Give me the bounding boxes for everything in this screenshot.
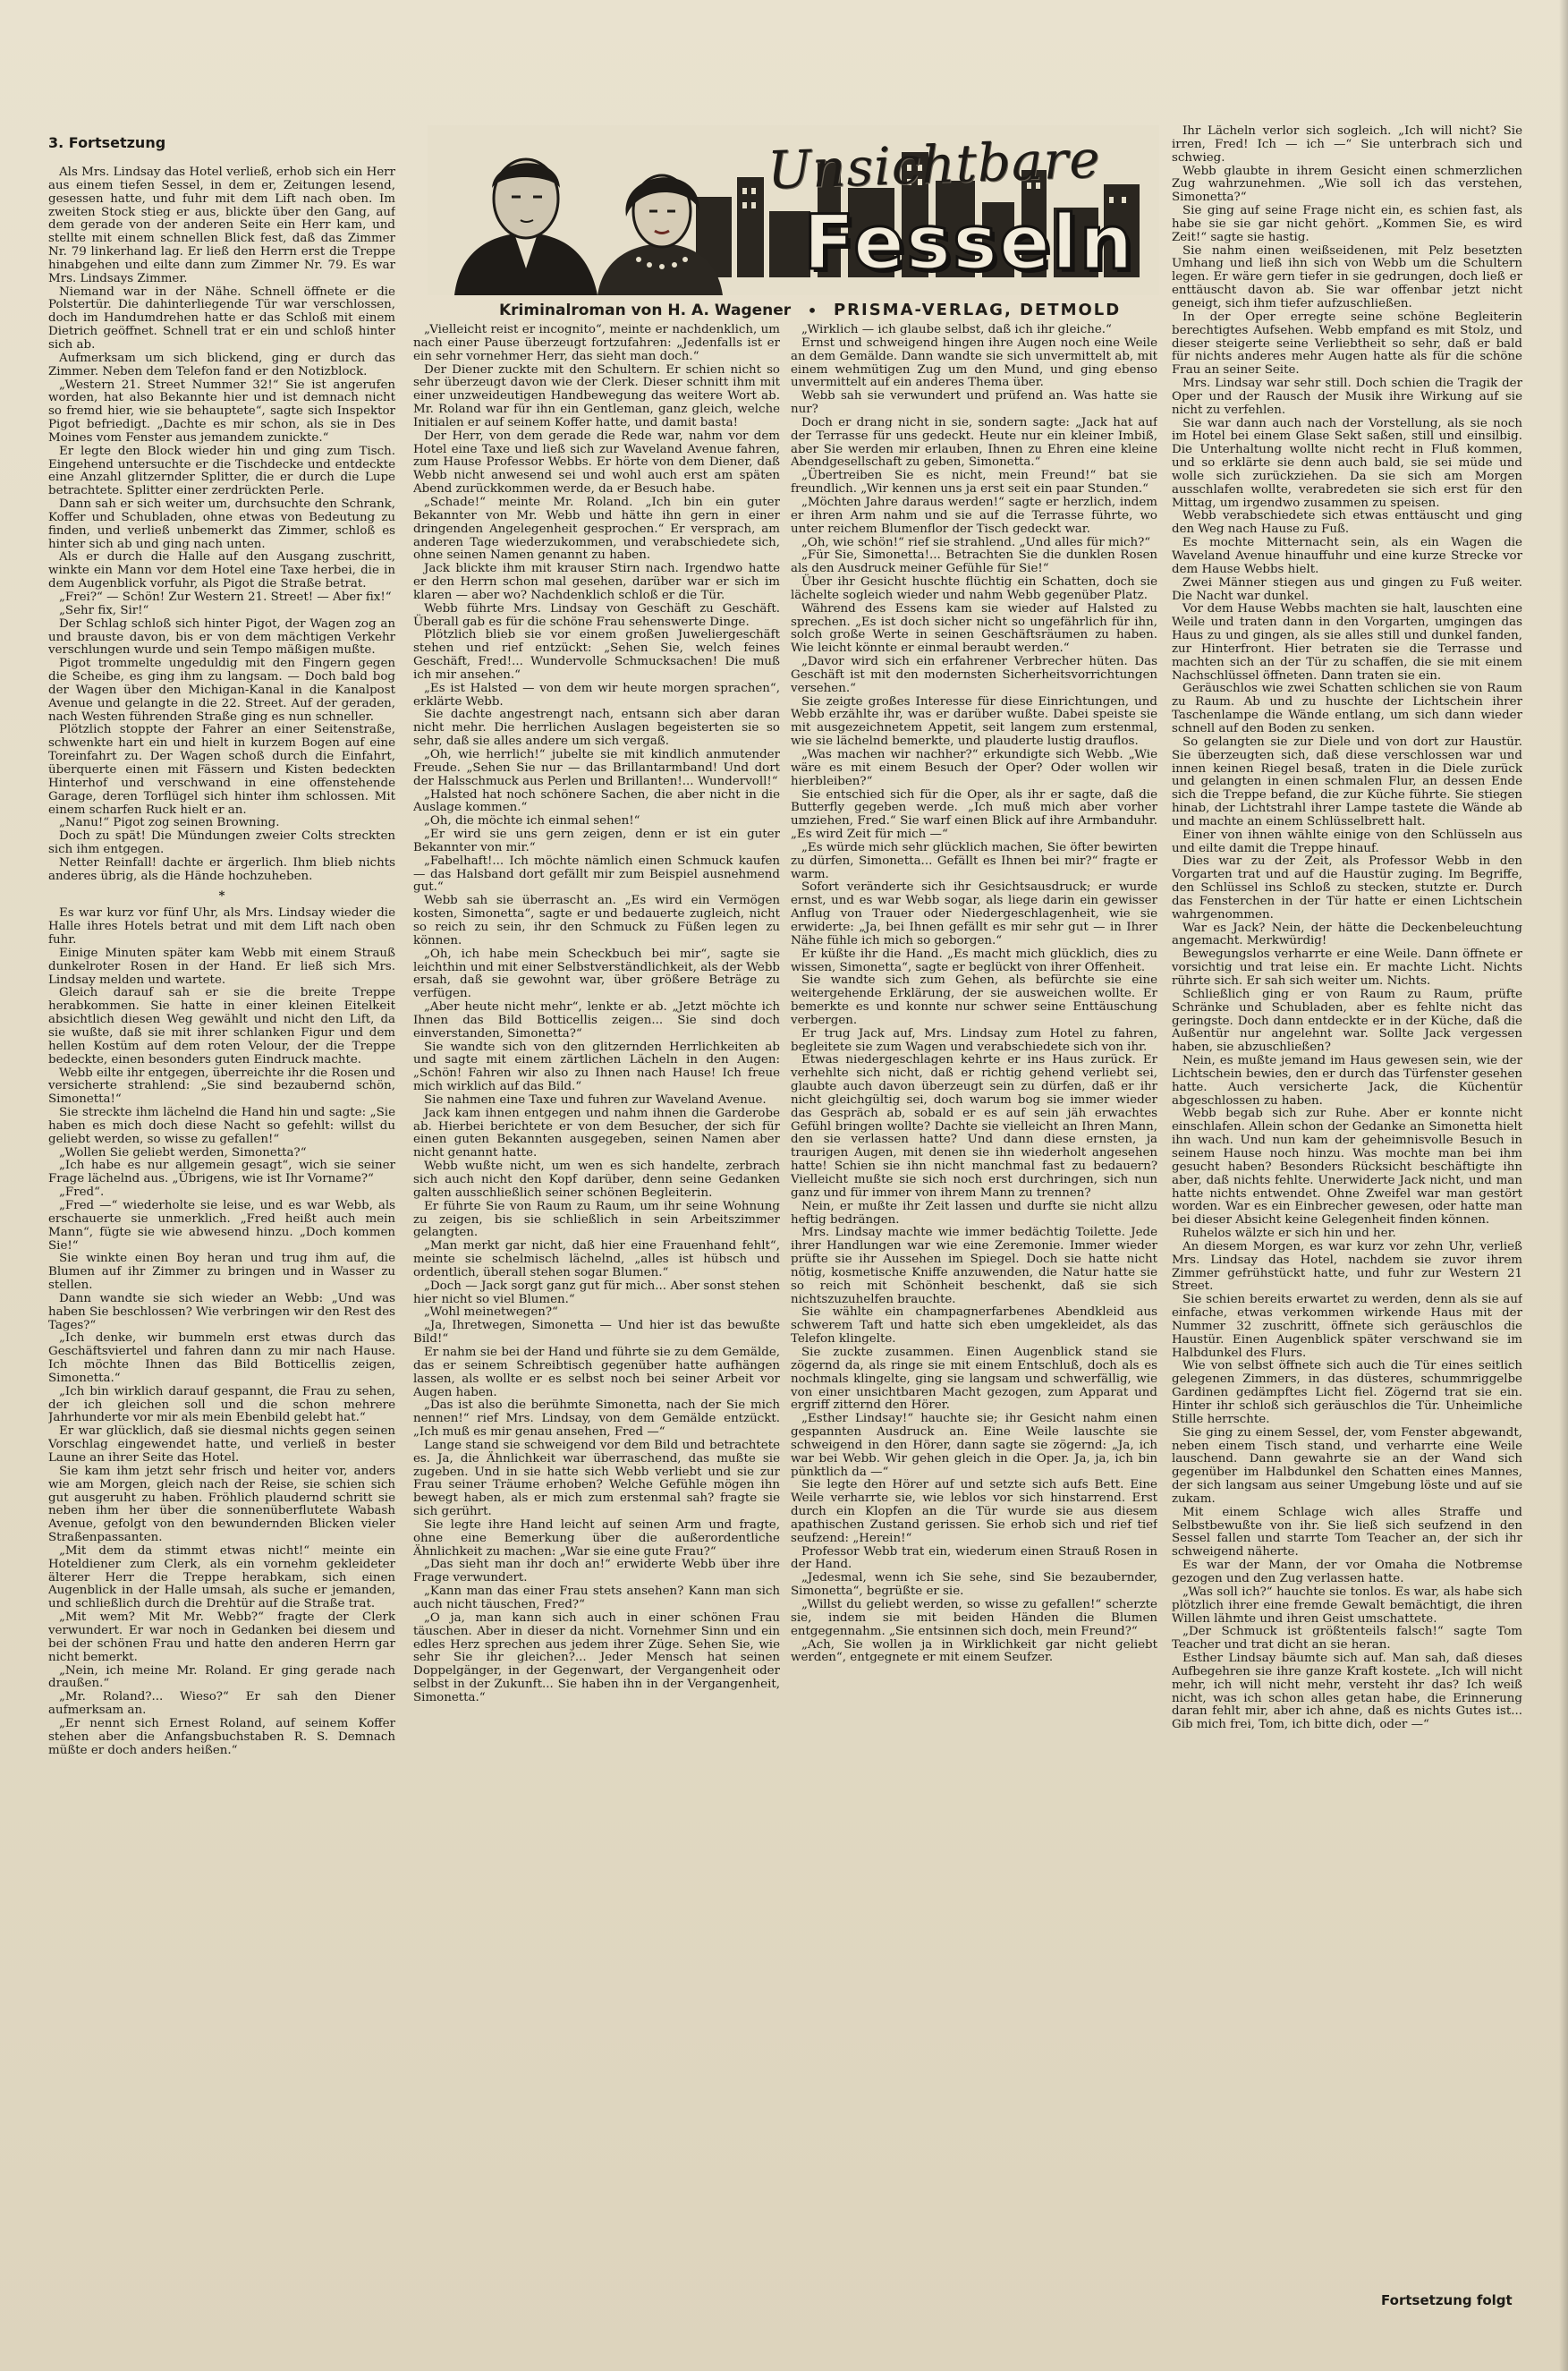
paragraph: „Oh, wie herrlich!“ jubelte sie mit kindlich anmutender Freude. „Sehen Sie nur — das Brillantarmband! Und dort der Halsschmuck aus Perlen und Brillanten!... Wundervoll!“ [413,748,780,788]
paragraph: Webb führte Mrs. Lindsay von Geschäft zu Geschäft. Überall gab es für die schöne Frau sehenswerte Dinge. [413,601,780,629]
paragraph: Sie dachte angestrengt nach, entsann sich aber daran nicht mehr. Die herrlichen Auslagen begeisterten sie so sehr, daß sie alles andere um sich vergaß. [413,708,780,749]
byline [499,301,1197,319]
paragraph: „Nanu!“ Pigot zog seinen Browning. [59,816,280,830]
paragraph: „Fred —“ wiederholte sie leise, und es war Webb, als erschauerte sie unmerklich. „Fred heißt auch mein Mann“, fügte sie wie abwesend hinzu. „Doch kommen Sie!“ [48,1198,395,1253]
paragraph: „Mr. Roland?... Wieso?“ Er sah den Diener aufmerksam an. [48,1690,395,1718]
paragraph: Jack blickte ihm mit krauser Stirn nach. Irgendwo hatte er den Herrn schon mal gesehen, darüber war er sich im klaren — aber wo? Nachdenklich schloß er die Tür. [413,562,780,602]
paragraph: Ihr Lächeln verlor sich sogleich. „Ich will nicht? Sie irren, Fred! Ich — ich —“ Sie unterbrach sich und schwieg. [1172,125,1522,165]
paragraph: „Wirklich — ich glaube selbst, daß ich ihr gleiche.“ [801,324,1112,336]
paragraph: Plötzlich stoppte der Fahrer an einer Seitenstraße, schwenkte hart ein und hielt in kurzem Bogen auf eine Toreinfahrt zu. Der Wagen schoß durch die Einfahrt, überquerte einen mit Fässern und Kisten bedeckten Hinterhof und verschwand in eine offenstehende Garage, deren Torflügel sich hinter ihm schlossen. Mit einem scharfen Ruck hielt er an. [48,723,395,817]
paragraph: „Oh, wie schön!“ rief sie strahlend. „Und alles für mich?“ [801,535,1151,549]
paragraph: Sie legte ihre Hand leicht auf seinen Arm und fragte, ohne eine Bemerkung über die außerordentliche Ähnlichkeit zu machen: „War sie eine gute Frau?“ [413,1517,780,1559]
paragraph: Sie nahmen eine Taxe und fuhren zur Waveland Avenue. [424,1092,767,1107]
paragraph: „Der Schmuck ist größtenteils falsch!“ sagte Tom Teacher und trat dicht an sie heran. [1172,1625,1522,1653]
paragraph: „Wollen Sie geliebt werden, Simonetta?“ [59,1145,307,1160]
paragraph: Esther Lindsay bäumte sich auf. Man sah, daß dieses Aufbegehren sie ihre ganze Kraft kostete. „Ich will nicht mehr, ich will nicht mehr, versteht ihr das? Ich weiß nicht, was ich schon alles getan habe, die Erinnerung daran fehlt mir, aber ich ahne, daß es nichts Gutes ist... Gib mich frei, Tom, ich bitte dich, oder —“ [1172,1652,1522,1732]
bullet-separator: • [807,299,818,321]
paragraph: Zwei Männer stiegen aus und gingen zu Fuß weiter. Die Nacht war dunkel. [1172,575,1522,603]
paragraph: Einer von ihnen wählte einige von den Schlüsseln aus und eilte damit die Treppe hinauf. [1172,828,1522,855]
paragraph: Vor dem Hause Webbs machten sie halt, lauschten eine Weile und traten dann in den Vorgarten, umgingen das Haus zu und gingen, als sie alles still und dunkel fanden, zur Hinterfront. Hier betraten sie die Terrasse und machten sich an der Tür zu schaffen, die sie mit einem Nachschlüssel öffneten. Dann traten sie ein. [1172,602,1522,683]
paragraph: „Ja, Ihretwegen, Simonetta — Und hier ist das bewußte Bild!“ [413,1319,780,1347]
paragraph: „Mit dem da stimmt etwas nicht!“ meinte ein Hoteldiener zum Clerk, als ein vornehm gekleideter älterer Herr die Treppe herabkam, sich einen Augenblick in der Halle umsah, als suche er jemanden, und schließlich durch die Drehtür auf die Straße trat. [48,1543,395,1611]
paragraph: „Jedesmal, wenn ich Sie sehe, sind Sie bezaubernder, Simonetta“, begrüßte er sie. [791,1571,1157,1599]
paragraph: Lange stand sie schweigend vor dem Bild und betrachtete es. Ja, die Ähnlichkeit war überraschend, das mußte sie zugeben. Und in sie hatte sich Webb verliebt und sie zur Frau seiner Träume erhoben? Welche Gefühle mögen ihn bewegt haben, als er mich zum erstenmal sah? fragte sie sich gerührt. [413,1438,780,1519]
paragraph: Sie wählte ein champagnerfarbenes Abendkleid aus schwerem Taft und hatte sich eben umgekleidet, als das Telefon klingelte. [791,1305,1157,1347]
paragraph: „O ja, man kann sich auch in einer schönen Frau täuschen. Aber in dieser da nicht. Vornehmer Sinn und ein edles Herz sprechen aus jedem ihrer Züge. Sehen Sie, wie sehr Sie ihr gleichen?... Jeder Mensch hat seinen Doppelgänger, in der Gegenwart, der Vergangenheit oder selbst in der Zukunft... Sie haben ihn in der Vergangenheit, Simonetta.“ [413,1610,780,1704]
paragraph: „Übertreiben Sie es nicht, mein Freund!“ bat sie freundlich. „Wir kennen uns ja erst seit ein paar Stunden.“ [791,469,1157,497]
paragraph: Es war kurz vor fünf Uhr, als Mrs. Lindsay wieder die Halle ihres Hotels betrat und mit dem Lift nach oben fuhr. [48,906,395,948]
paragraph: Etwas niedergeschlagen kehrte er ins Haus zurück. Er verhehlte sich nicht, daß er richtig gehend verliebt sei, glaubte auch davon überzeugt sein zu dürfen, daß er ihr nicht gleichgültig sei, doch warum bog sie immer wieder das Gespräch ab, sobald er es auf sein jäh erwachtes Gefühl bringen wollte? Dachte sie vielleicht an Ihren Mann, den sie verlassen hatte? Und dann diese ernsten, ja traurigen Augen, mit denen sie ihn wiederholt angesehen hatte! Schien sie ihn nicht manchmal fast zu bedauern? Vielleicht mußte sie sich noch erst durchringen, sich nun ganz und für immer von ihrem Mann zu trennen? [791,1053,1157,1200]
paragraph: Dies war zu der Zeit, als Professor Webb in den Vorgarten trat und auf die Haustür zuging. Im Begriffe, den Schlüssel ins Schloß zu stecken, stutzte er. Durch das Fensterchen in der Tür hatte er einen Lichtschein wahrgenommen. [1172,854,1522,922]
serial-title-line-2: Fesseln [803,199,1135,286]
paragraph: Webb begab sich zur Ruhe. Aber er konnte nicht einschlafen. Allein schon der Gedanke an Simonetta hielt ihn wach. Und nun kam der geheimnisvolle Besuch in seinem Hause noch hinzu. Was mochte man bei ihm gesucht haben? Besonders Rücksicht beschäftigte ihn aber, daß nichts fehlte. Unerwiderte Jack nicht, und man hatte nichts entwendet. Ohne Zweifel war man gestört worden. War es ein Einbrecher gewesen, oder hatte man bei dieser Absicht keine Gelegenheit finden können. [1172,1107,1522,1228]
paragraph: Aufmerksam um sich blickend, ging er durch das Zimmer. Neben dem Telefon fand er den Notizblock. [48,351,395,378]
text-column-1 [48,166,395,2305]
paragraph: „Ach, Sie wollen ja in Wirklichkeit gar nicht geliebt werden“, entgegnete er mit einem Seufzer. [791,1637,1157,1665]
paragraph: Webb verabschiedete sich etwas enttäuscht und ging den Weg nach Hause zu Fuß. [1172,509,1522,537]
text-column-3 [791,324,1157,2312]
paragraph: Mrs. Lindsay machte wie immer bedächtig Toilette. Jede ihrer Handlungen war wie eine Zeremonie. Immer wieder prüfte sie ihr Aussehen im Spiegel. Doch sie hatte nicht nötig, kosmetische Kniffe anzuwenden, die Natur hatte sie so reich mit Schönheit beschenkt, daß sie sich nichtszuzuhelfen brauchte. [791,1226,1157,1306]
paragraph: Geräuschlos wie zwei Schatten schlichen sie von Raum zu Raum. Ab und zu huschte der Lichtschein ihrer Taschenlampe die Wände entlang, um sich dann wieder schnell auf den Boden zu senken. [1172,682,1522,735]
paragraph: Plötzlich blieb sie vor einem großen Juweliergeschäft stehen und rief entzückt: „Sehen Sie, welch feines Geschäft, Fred!... Wundervolle Schmucksachen! Die muß ich mir ansehen.“ [413,628,780,682]
paragraph: „Er nennt sich Ernest Roland, auf seinem Koffer stehen aber die Anfangsbuchstaben R. S. Demnach müßte er doch anders heißen.“ [48,1716,395,1757]
paragraph: Jack kam ihnen entgegen und nahm ihnen die Garderobe ab. Hierbei berichtete er von dem Besucher, der sich für einen guten Bekannten ausgegeben, seinen Namen aber nicht genannt hatte. [413,1106,780,1160]
paragraph: „Es würde mich sehr glücklich machen, Sie öfter bewirten zu dürfen, Simonetta... Gefällt es Ihnen bei mir?“ fragte er warm. [791,840,1157,881]
paragraph: Webb wußte nicht, um wen es sich handelte, zerbrach sich auch nicht den Kopf darüber, denn seine Gedanken galten ausschließlich seiner schönen Begleiterin. [413,1160,780,1200]
paragraph: Gleich darauf sah er sie die breite Treppe herabkommen. Sie hatte in einer kleinen Eitelkeit absichtlich diesen Weg gewählt und nicht den Lift, da sie wußte, daß sie mit ihrer schlanken Figur und dem hellen Kostüm auf dem roten Velour, der die Treppe bedeckte, einen besonders guten Eindruck machte. [48,986,395,1067]
paragraph: „Aber heute nicht mehr“, lenkte er ab. „Jetzt möchte ich Ihnen das Bild Botticellis zeigen... Sie sind doch einverstanden, Simonetta?“ [413,1000,780,1041]
paragraph: Sie entschied sich für die Oper, als ihr er sagte, daß die Butterfly gegeben werde. „Ich muß mich aber vorher umziehen, Fred.“ Sie warf einen Blick auf ihre Armbanduhr. „Es wird Zeit für mich —“ [791,787,1157,842]
byline-author: Kriminalroman von H. A. Wagener [499,301,792,319]
paragraph: Er führte Sie von Raum zu Raum, um ihr seine Wohnung zu zeigen, bis sie schließlich in sein Arbeitszimmer gelangten. [413,1199,780,1240]
continued-notice: Fortsetzung folgt [1381,2292,1513,2308]
paragraph: „Wohl meinetwegen?“ [424,1305,558,1320]
paragraph: Sie streckte ihm lächelnd die Hand hin und sagte: „Sie haben es mich doch diese Nacht so gefehlt: willst du geliebt werden, so wisse zu gefallen!“ [48,1106,395,1146]
paragraph: Ernst und schweigend hingen ihre Augen noch eine Weile an dem Gemälde. Dann wandte sie sich unvermittelt ab, mit einem wehmütigen Zug um den Mund, und ging ebenso unvermittelt auf ein anderes Thema über. [791,336,1157,390]
paragraph: „Was machen wir nachher?“ erkundigte sich Webb. „Wie wäre es mit einem Besuch der Oper? Oder wollen wir hierbleiben?“ [791,748,1157,788]
paragraph: „Kann man das einer Frau stets ansehen? Kann man sich auch nicht täuschen, Fred?“ [413,1585,780,1611]
paragraph: „Ich denke, wir bummeln erst etwas durch das Geschäftsviertel und fahren dann zu mir nach Hause. Ich möchte Ihnen das Bild Botticellis zeigen, Simonetta.“ [48,1331,395,1385]
paragraph: „Willst du geliebt werden, so wisse zu gefallen!“ scherzte sie, indem sie mit beiden Händen die Blumen entgegennahm. „Sie entsinnen sich doch, mein Freund?“ [791,1598,1157,1638]
paragraph: „Vielleicht reist er incognito“, meinte er nachdenklich, um nach einer Pause überzeugt fortzufahren: „Jedenfalls ist er ein sehr vornehmer Herr, das sieht man doch.“ [413,324,780,363]
paragraph: „Fabelhaft!... Ich möchte nämlich einen Schmuck kaufen — das Halsband dort gefällt mir zum Beispiel ausnehmend gut.“ [413,854,780,895]
paragraph: „Fred“. [59,1186,105,1200]
paragraph: Einige Minuten später kam Webb mit einem Strauß dunkelroter Rosen in der Hand. Er ließ sich Mrs. Lindsay melden und wartete. [48,946,395,987]
paragraph: „Für Sie, Simonetta!... Betrachten Sie die dunklen Rosen als den Ausdruck meiner Gefühle für Sie!“ [791,548,1157,576]
paragraph: Webb sah sie verwundert und prüfend an. Was hatte sie nur? [791,389,1157,417]
paragraph: „Das sieht man ihr doch an!“ erwiderte Webb über ihre Frage verwundert. [413,1558,780,1585]
paragraph: „Er wird sie uns gern zeigen, denn er ist ein guter Bekannter von mir.“ [413,828,780,854]
paragraph: „Frei?“ — Schön! Zur Western 21. Street! — Aber fix!“ [59,591,392,604]
paragraph: „Ich habe es nur allgemein gesagt“, wich sie seiner Frage lächelnd aus. „Übrigens, wie ist Ihr Vorname?“ [48,1159,395,1186]
paragraph: Dann sah er sich weiter um, durchsuchte den Schrank, Koffer und Schubladen, ohne etwas von Bedeutung zu finden, und verließ unbemerkt das Zimmer, schloß es hinter sich ab und ging nach unten. [48,497,395,551]
paragraph: Wie von selbst öffnete sich auch die Tür eines seitlich gelegenen Zimmers, in das düsteres, schummriggelbe Gardinen gedämpftes Licht fiel. Zögernd trat sie ein. Hinter ihr schloß sich geräuschlos die Tür. Unheimliche Stille herrschte. [1172,1359,1522,1426]
paragraph: „Es ist Halsted — von dem wir heute morgen sprachen“, erklärte Webb. [413,681,780,709]
paragraph: Er nahm sie bei der Hand und führte sie zu dem Gemälde, das er seinem Schreibtisch gegenüber hatte aufhängen lassen, als wollte er es selbst noch bei seiner Arbeit vor Augen haben. [413,1345,780,1399]
paragraph: „Davor wird sich ein erfahrener Verbrecher hüten. Das Geschäft ist mit den modernsten Sicherheitsvorrichtungen versehen.“ [791,655,1157,695]
paragraph: Sie ging zu einem Sessel, der, vom Fenster abgewandt, neben einem Tisch stand, und verharrte eine Weile lauschend. Dann gewahrte sie an der Wand sich gegenüber im Halbdunkel den Schatten eines Mannes, der sich langsam aus seiner Umgebung löste und auf sie zukam. [1172,1425,1522,1506]
paragraph: Nein, es mußte jemand im Haus gewesen sein, wie der Lichtschein bewies, den er durch das Türfenster gesehen hatte. Auch versicherte Jack, die Küchentür abgeschlossen zu haben. [1172,1054,1522,1108]
paragraph: „Oh, die möchte ich einmal sehen!“ [424,814,640,829]
paragraph: Sie nahm einen weißseidenen, mit Pelz besetzten Umhang und ließ ihn sich von Webb um die Schultern legen. Er wäre gern tiefer in sie gedrungen, doch ließ er enttäuscht davon ab. Sie war offenbar jetzt nicht geneigt, sich ihm tiefer aufzuschließen. [1172,243,1522,310]
paragraph: „Möchten Jahre daraus werden!“ sagte er herzlich, indem er ihren Arm nahm und sie auf die Terrasse führte, wo unter reichem Blumenflor der Tisch gedeckt war. [791,495,1157,536]
paragraph: Er küßte ihr die Hand. „Es macht mich glücklich, dies zu wissen, Simonetta“, sagte er beglückt von ihrer Offenheit. [791,947,1157,974]
byline-publisher: PRISMA-VERLAG, DETMOLD [833,301,1122,319]
paragraph: Webb eilte ihr entgegen, überreichte ihr die Rosen und versicherte strahlend: „Sie sind bezaubernd schön, Simonetta!“ [48,1066,395,1107]
paragraph: Webb glaubte in ihrem Gesicht einen schmerzlichen Zug wahrzunehmen. „Wie soll ich das verstehen, Simonetta?“ [1172,164,1522,205]
paragraph: „Doch — Jack sorgt ganz gut für mich... Aber sonst stehen hier nicht so viel Blumen.“ [413,1279,780,1306]
paragraph: Er trug Jack auf, Mrs. Lindsay zum Hotel zu fahren, begleitete sie zum Wagen und verabschiedete sich von ihr. [791,1026,1157,1054]
paragraph: Schließlich ging er von Raum zu Raum, prüfte Schränke und Schubladen, aber es fehlte nicht das geringste. Doch dann entdeckte er in der Küche, daß die Außentür nur angelehnt war. Sollte Jack vergessen haben, sie abzuschließen? [1172,987,1522,1055]
paragraph: „Western 21. Street Nummer 32!“ Sie ist angerufen worden, hat also Bekannte hier und ist demnach nicht so fremd hier, wie sie behauptete“, sagte sich Inspektor Pigot befriedigt. „Dachte es mir schon, als sie in Des Moines vom Fenster aus jemandem zunickte.“ [48,378,395,445]
paragraph: Mit einem Schlage wich alles Straffe und Selbstbewußte von ihr. Sie ließ sich seufzend in den Sessel fallen und starrte Tom Teacher an, der sich ihr schweigend näherte. [1172,1505,1522,1559]
paragraph: „Nein, ich meine Mr. Roland. Er ging gerade nach draußen.“ [48,1663,395,1691]
paragraph: Sie schien bereits erwartet zu werden, denn als sie auf einfache, etwas verkommen wirkende Haus mit der Nummer 32 zuschritt, öffnete sich geräuschlos die Haustür. Einen Augenblick später verschwand sie im Halbdunkel des Flurs. [1172,1293,1522,1360]
paragraph: Es war der Mann, der vor Omaha die Notbremse gezogen und den Zug verlassen hatte. [1172,1559,1522,1585]
paragraph: Er legte den Block wieder hin und ging zum Tisch. Eingehend untersuchte er die Tischdecke und entdeckte eine Anzahl glitzernder Splitter, die er durch die Lupe betrachtete. Splitter einer zerdrückten Perle. [48,444,395,498]
paragraph: Doch zu spät! Die Mündungen zweier Colts streckten sich ihm entgegen. [48,829,395,857]
paragraph: Sofort veränderte sich ihr Gesichtsausdruck; er wurde ernst, und es war Webb sogar, als liege darin ein gewisser Anflug von Trauer oder Niedergeschlagenheit, wie sie erwiderte: „Ja, bei Ihnen gefällt es mir sehr gut — in Ihrer Nähe fühle ich mich so geborgen.“ [791,880,1157,948]
paragraph: „Das ist also die berühmte Simonetta, nach der Sie mich nennen!“ rief Mrs. Lindsay, von dem Gemälde entzückt. „Ich muß es mir genau ansehen, Fred —“ [413,1398,780,1440]
paragraph: Sie zuckte zusammen. Einen Augenblick stand sie zögernd da, als ringe sie mit einem Entschluß, doch als es nochmals klingelte, ging sie langsam und schwerfällig, wie von einer unsichtbaren Macht gezogen, zum Apparat und ergriff zitternd den Hörer. [791,1345,1157,1413]
paragraph: Als er durch die Halle auf den Ausgang zuschritt, winkte ein Mann vor dem Hotel eine Taxe herbei, die in dem Augenblick vorfuhr, als Pigot die Straße betrat. [48,550,395,591]
paragraph: Sie winkte einen Boy heran und trug ihm auf, die Blumen auf ihr Zimmer zu bringen und in Wasser zu stellen. [48,1252,395,1293]
paragraph: Mrs. Lindsay war sehr still. Doch schien die Tragik der Oper und der Rausch der Musik ihre Wirkung auf sie nicht zu verfehlen. [1172,377,1522,417]
text-column-2 [413,324,780,2312]
paragraph: Sie wandte sich von den glitzernden Herrlichkeiten ab und sagte mit einem zärtlichen Lächeln in den Augen: „Schön! Fahren wir also zu Ihnen nach Hause! Ich freue mich wirklich auf das Bild.“ [413,1040,780,1094]
paragraph: Über ihr Gesicht huschte flüchtig ein Schatten, doch sie lächelte sogleich wieder und nahm Webb gegenüber Platz. [791,575,1157,602]
paragraph: Als Mrs. Lindsay das Hotel verließ, erhob sich ein Herr aus einem tiefen Sessel, in dem er, Zeitungen lesend, gesessen hatte, und fuhr mit dem Lift nach oben. Im zweiten Stock stieg er aus, blickte über den Gang, auf dem gerade von der anderen Seite ein Herr kam, und stellte mit einem schnellen Blick fest, daß das Zimmer Nr. 79 linkerhand lag. Er ließ den Herrn erst die Treppe hinabgehen und eilte dann zum Zimmer Nr. 79. Es war Mrs. Lindsays Zimmer. [48,166,395,285]
paragraph: Der Diener zuckte mit den Schultern. Er schien nicht so sehr überzeugt davon wie der Clerk. Dieser schnitt ihm mit einer unzweideutigen Handbewegung das weitere Wort ab. Mr. Roland war für ihn ein Gentleman, ganz gleich, welche Initialen er auf seinem Koffer hatte, und damit basta! [413,362,780,429]
serial-title-line-1: Unsichtbare [766,128,1102,201]
paragraph: Es mochte Mitternacht sein, als ein Wagen die Waveland Avenue hinauffuhr und eine kurze Strecke vor dem Hause Webbs hielt. [1172,536,1522,576]
paragraph: „Oh, ich habe mein Scheckbuch bei mir“, sagte sie leichthin und mit einer Selbstverständlichkeit, als der Webb ersah, daß sie gewohnt war, über größere Beträge zu verfügen. [413,947,780,1001]
text-column-4 [1172,125,1522,2265]
paragraph: „Mit wem? Mit Mr. Webb?“ fragte der Clerk verwundert. Er war noch in Gedanken bei diesem und bei der schönen Frau und hatte den anderen Herrn gar nicht bemerkt. [48,1610,395,1664]
paragraph: Professor Webb trat ein, wiederum einen Strauß Rosen in der Hand. [791,1544,1157,1572]
section-divider: * [218,888,225,903]
paragraph: Sie legte den Hörer auf und setzte sich aufs Bett. Eine Weile verharrte sie, wie leblos vor sich hinstarrend. Erst durch ein Klopfen an die Tür wurde sie aus diesem apathischen Zustand gerissen. Sie erhob sich und rief tief seufzend: „Herein!“ [791,1478,1157,1545]
installment-label: 3. Fortsetzung [48,134,166,151]
paragraph: Der Schlag schloß sich hinter Pigot, der Wagen zog an und brauste davon, bis er von dem mächtigen Verkehr verschlungen wurde und sein Tempo mäßigen mußte. [48,616,395,658]
paragraph: Sie ging auf seine Frage nicht ein, es schien fast, als habe sie sie gar nicht gehört. „Kommen Sie, es wird Zeit!“ sagte sie hastig. [1172,204,1522,244]
paragraph: Nein, er mußte ihr Zeit lassen und durfte sie nicht allzu heftig bedrängen. [791,1199,1157,1227]
paragraph: Während des Essens kam sie wieder auf Halsted zu sprechen. „Es ist doch sicher nicht so ungefährlich für ihn, solch große Werte in seinen Geschäftsräumen zu haben. Wie leicht könnte er einmal beraubt werden.“ [791,601,1157,656]
paragraph: An diesem Morgen, es war kurz vor zehn Uhr, verließ Mrs. Lindsay das Hotel, nachdem sie zuvor ihrem Zimmer gefrühstückt hatte, und fuhr zur Western 21 Street. [1172,1239,1522,1294]
paragraph: So gelangten sie zur Diele und von dort zur Haustür. Sie überzeugten sich, daß diese verschlossen war und innen keinen Riegel besaß, traten in die Diele zurück und gelangten in einen schmalen Flur, an dessen Ende sich die Treppe befand, die zur Küche führte. Sie stiegen hinab, der Lichtstrahl ihrer Lampe tastete die Wände ab und machte an einem Schlüsselbrett halt. [1172,735,1522,829]
paragraph: Webb sah sie überrascht an. „Es wird ein Vermögen kosten, Simonetta“, sagte er und bedauerte zugleich, nicht so reich zu sein, ihr den Schmuck zu Füßen legen zu können. [413,894,780,948]
paragraph: Sie war dann auch nach der Vorstellung, als sie noch im Hotel bei einem Glase Sekt saßen, still und einsilbig. Die Unterhaltung wollte nicht recht in Fluß kommen, und so erklärte sie denn auch bald, sie sei müde und wolle sich zurückziehen. Da sie sich am Morgen ausschlafen wollte, verabredeten sie sich erst für den Mittag, um irgendwo zusammen zu speisen. [1172,416,1522,510]
paragraph: Niemand war in der Nähe. Schnell öffnete er die Polstertür. Die dahinterliegende Tür war verschlossen, doch im Handumdrehen hatte er das Schloß mit einem Dietrich geöffnet. Schnell trat er ein und schloß hinter sich ab. [48,285,395,352]
paragraph: In der Oper erregte seine schöne Begleiterin berechtigtes Aufsehen. Webb empfand es mit Stolz, und dieser steigerte seine Verliebtheit so sehr, daß er bald für nichts anderes mehr Augen hatte als für die schöne Frau an seiner Seite. [1172,310,1522,378]
paragraph: Sie zeigte großes Interesse für diese Einrichtungen, und Webb erzählte ihr, was er darüber wußte. Dabei speiste sie mit ausgezeichnetem Appetit, seit langem zum erstenmal, wie sie lächelnd bemerkte, und plauderte lustig drauflos. [791,694,1157,749]
paragraph: Dann wandte sie sich wieder an Webb: „Und was haben Sie beschlossen? Wie verbringen wir den Rest des Tages?“ [48,1291,395,1332]
paragraph: Doch er drang nicht in sie, sondern sagte: „Jack hat auf der Terrasse für uns gedeckt. Heute nur ein kleiner Imbiß, aber Sie werden mir erlauben, Ihnen zu Ehren eine kleine Abendgesellschaft zu geben, Simonetta.“ [791,415,1157,470]
paragraph: „Sehr fix, Sir!“ [59,603,149,617]
paragraph: War es Jack? Nein, der hätte die Deckenbeleuchtung angemacht. Merkwürdig! [1172,921,1522,948]
paragraph: „Was soll ich?“ hauchte sie tonlos. Es war, als habe sich plötzlich ihrer eine fremde Gewalt bemächtigt, die ihren Willen lähmte und ihren Geist umschattete. [1172,1585,1522,1626]
paragraph: Er war glücklich, daß sie diesmal nichts gegen seinen Vorschlag eingewendet hatte, und verließ in bester Laune an ihrer Seite das Hotel. [48,1424,395,1465]
paragraph: „Man merkt gar nicht, daß hier eine Frauenhand fehlt“, meinte sie schelmisch lächelnd, „alles ist hübsch und ordentlich, überall stehen sogar Blumen.“ [413,1239,780,1279]
paragraph: „Schade!“ meinte Mr. Roland. „Ich bin ein guter Bekannter von Mr. Webb und hätte ihn gern in einer dringenden Angelegenheit gesprochen.“ Er versprach, am anderen Tage wiederzukommen, und verabschiedete sich, ohne seinen Namen genannt zu haben. [413,495,780,563]
paragraph: „Ich bin wirklich darauf gespannt, die Frau zu sehen, der ich gleichen soll und die schon mehrere Jahrhunderte vor mir als mein Ebenbild gelebt hat.“ [48,1384,395,1425]
paragraph: Ruhelos wälzte er sich hin und her. [1182,1227,1396,1241]
paragraph: Pigot trommelte ungeduldig mit den Fingern gegen die Scheibe, es ging ihm zu langsam. — Doch bald bog der Wagen über den Michigan-Kanal in die Kanalpost Avenue und gelangte in die 22. Street. Auf der geraden, nach Westen führenden Straße ging es nun schneller. [48,657,395,724]
paragraph: Sie wandte sich zum Gehen, als befürchte sie eine weitergehende Erklärung, der sie ausweichen wollte. Er bemerkte es und konnte nur schwer seine Enttäuschung verbergen. [791,973,1157,1027]
paragraph: Sie kam ihm jetzt sehr frisch und heiter vor, anders wie am Morgen, gleich nach der Reise, sie schien sich gut ausgeruht zu haben. Fröhlich plaudernd schritt sie neben ihm her über die sonnenüberflutete Wabash Avenue, gefolgt von den bewundernden Blicken vieler Straßenpassanten. [48,1464,395,1545]
serial-masthead [428,125,1159,295]
paragraph: „Halsted hat noch schönere Sachen, die aber nicht in die Auslage kommen.“ [413,787,780,815]
paragraph: „Esther Lindsay!“ hauchte sie; ihr Gesicht nahm einen gespannten Ausdruck an. Eine Weile lauschte sie schweigend in den Hörer, dann sagte sie zögernd: „Ja, ich war bei Webb. Wir gehen gleich in die Oper. Ja, ja, ich bin pünktlich da —“ [791,1412,1157,1479]
paragraph: Bewegungslos verharrte er eine Weile. Dann öffnete er vorsichtig und trat leise ein. Er machte Licht. Nichts rührte sich. Er sah sich weiter um. Nichts. [1172,948,1522,988]
paragraph: Der Herr, von dem gerade die Rede war, nahm vor dem Hotel eine Taxe und ließ sich zur Waveland Avenue fahren, zum Hause Professor Webbs. Er hörte von dem Diener, daß Webb nicht anwesend sei und wohl auch erst am späten Abend zurückkommen werde, da er Besuch habe. [413,429,780,497]
paragraph: Netter Reinfall! dachte er ärgerlich. Ihm blieb nichts anderes übrig, als die Hände hochzuheben. [48,855,395,883]
